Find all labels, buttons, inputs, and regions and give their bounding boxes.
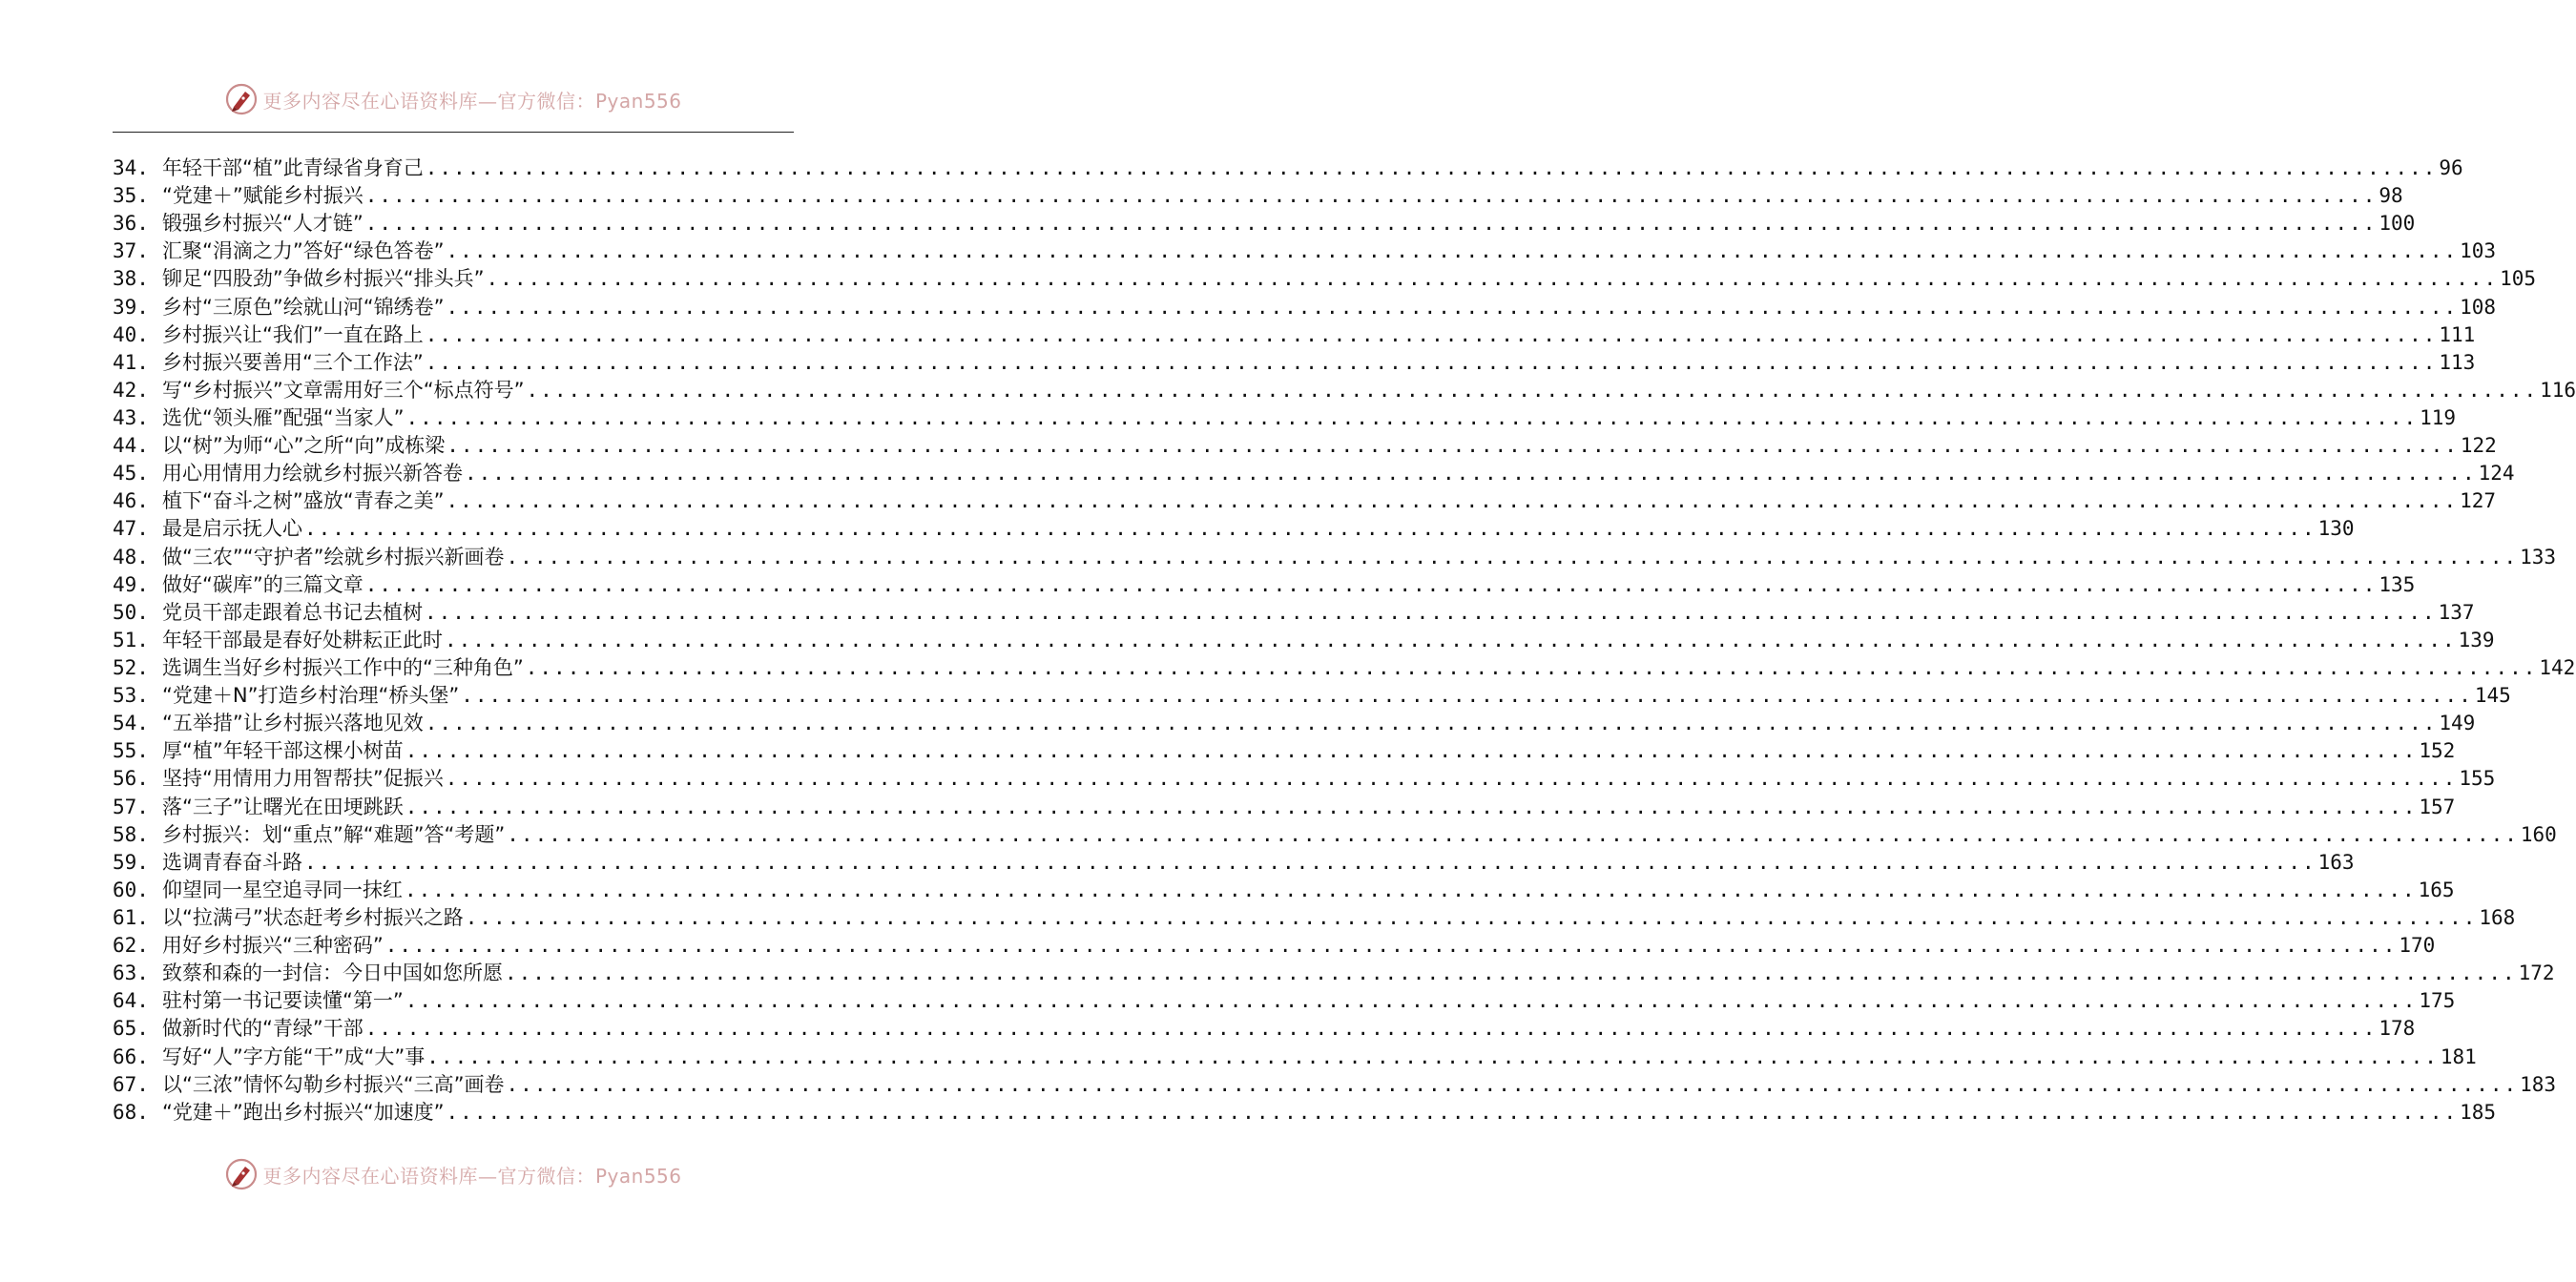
toc-entry-title: 用好乡村振兴“三种密码” <box>162 934 384 958</box>
toc-entry[interactable] <box>113 1015 2416 1043</box>
toc-entry-number: 47. <box>113 517 149 541</box>
toc-entry-page: 157 <box>2419 795 2456 818</box>
toc-dot-leader <box>507 1071 2519 1099</box>
toc-entry[interactable] <box>113 155 2463 182</box>
toc-dot-leader <box>447 238 2459 265</box>
toc-entry-page: 155 <box>2459 767 2496 791</box>
toc-entry[interactable] <box>113 960 2555 987</box>
toc-entry-page: 183 <box>2520 1072 2557 1096</box>
toc-entry-number: 39. <box>113 295 149 319</box>
toc-dot-leader <box>487 265 2499 293</box>
toc-entry[interactable] <box>113 794 2456 821</box>
toc-entry-title: 选优“领头雁”配强“当家人” <box>162 406 405 430</box>
toc-entry-number: 43. <box>113 406 149 430</box>
toc-entry-page: 105 <box>2500 267 2537 291</box>
toc-dot-leader <box>426 1044 2439 1071</box>
toc-entry-page: 119 <box>2420 406 2457 430</box>
toc-entry-number: 46. <box>113 489 149 513</box>
toc-entry-number: 56. <box>113 767 149 791</box>
toc-dot-leader <box>425 599 2437 627</box>
toc-entry[interactable] <box>113 238 2497 265</box>
footer-watermark <box>0 1155 906 1193</box>
toc-entry-page: 108 <box>2460 295 2497 319</box>
toc-entry-page: 152 <box>2419 739 2456 763</box>
toc-entry-title: “五举措”让乡村振兴落地见效 <box>162 712 424 735</box>
toc-entry-title: 驻村第一书记要读懂“第一” <box>162 989 404 1013</box>
toc-entry-title: 致蔡和森的一封信：今日中国如您所愿 <box>162 962 503 985</box>
toc-entry-number: 64. <box>113 989 149 1013</box>
toc-entry-title: 以“树”为师“心”之所“向”成栋梁 <box>162 434 446 458</box>
toc-entry-number: 61. <box>113 906 149 929</box>
toc-entry-page: 111 <box>2439 322 2476 346</box>
toc-dot-leader <box>405 877 2417 904</box>
toc-entry-title: 乡村振兴：划“重点”解“难题”答“考题” <box>162 822 506 846</box>
toc-entry-title: 铆足“四股劲”争做乡村振兴“排头兵” <box>162 267 485 291</box>
toc-dot-leader <box>507 821 2519 849</box>
toc-entry-title: 党员干部走跟着总书记去植树 <box>162 600 423 624</box>
toc-dot-leader <box>406 404 2419 432</box>
toc-entry-title: 做“三农”“守护者”绘就乡村振兴新画卷 <box>162 545 505 569</box>
toc-dot-leader <box>447 1099 2459 1127</box>
toc-dot-leader <box>405 987 2418 1015</box>
toc-entry-page: 168 <box>2479 906 2516 929</box>
toc-entry-title: “党建＋”跑出乡村振兴“加速度” <box>162 1100 445 1124</box>
toc-entry-number: 60. <box>113 878 149 901</box>
toc-entry-page: 165 <box>2418 878 2455 901</box>
toc-entry[interactable] <box>113 987 2456 1015</box>
toc-entry-number: 59. <box>113 850 149 874</box>
toc-entry-title: “党建＋N”打造乡村治理“桥头堡” <box>162 684 460 708</box>
toc-entry-page: 103 <box>2460 239 2497 263</box>
toc-dot-leader <box>465 460 2477 487</box>
toc-entry-number: 58. <box>113 822 149 846</box>
toc-dot-leader <box>507 544 2519 571</box>
toc-entry-page: 100 <box>2379 212 2416 236</box>
toc-entry-number: 55. <box>113 739 149 763</box>
toc-entry[interactable] <box>113 904 2516 932</box>
toc-dot-leader <box>304 515 2316 543</box>
toc-entry-number: 38. <box>113 267 149 291</box>
toc-entry[interactable] <box>113 1071 2557 1099</box>
toc-entry-title: 写“乡村振兴”文章需用好三个“标点符号” <box>162 378 525 402</box>
toc-entry-title: 选调青春奋斗路 <box>162 850 302 874</box>
toc-entry-title: 厚“植”年轻干部这棵小树苗 <box>162 739 404 763</box>
toc-entry-title: 选调生当好乡村振兴工作中的“三种角色” <box>162 656 524 680</box>
toc-entry-page: 142 <box>2539 656 2576 680</box>
toc-dot-leader <box>365 571 2378 599</box>
toc-entry-page: 178 <box>2379 1017 2416 1041</box>
toc-entry[interactable] <box>113 821 2557 849</box>
toc-entry[interactable] <box>113 460 2515 487</box>
toc-entry[interactable] <box>113 544 2557 571</box>
toc-entry[interactable] <box>113 849 2355 877</box>
pen-nib-logo-icon <box>224 82 259 116</box>
header-watermark <box>0 80 906 118</box>
toc-entry-number: 67. <box>113 1072 149 1096</box>
toc-entry-title: 乡村振兴让“我们”一直在路上 <box>162 322 424 346</box>
toc-entry[interactable] <box>113 349 2476 377</box>
toc-entry-number: 49. <box>113 572 149 596</box>
toc-entry[interactable] <box>113 377 2576 404</box>
toc-entry-page: 175 <box>2419 989 2456 1013</box>
toc-entry-number: 40. <box>113 322 149 346</box>
toc-entry-number: 66. <box>113 1044 149 1068</box>
toc-entry-page: 122 <box>2460 434 2497 458</box>
toc-dot-leader <box>466 904 2478 932</box>
toc-entry-title: 做新时代的“青绿”干部 <box>162 1017 364 1041</box>
toc-entry-page: 130 <box>2317 517 2355 541</box>
toc-entry-title: “党建＋”赋能乡村振兴 <box>162 184 364 208</box>
toc-dot-leader <box>461 682 2473 710</box>
toc-entry[interactable] <box>113 321 2476 349</box>
toc-entry-page: 149 <box>2439 712 2476 735</box>
toc-dot-leader <box>426 349 2438 377</box>
toc-entry[interactable] <box>113 1099 2497 1127</box>
toc-entry-title: 写好“人”字方能“干”成“大”事 <box>162 1044 426 1068</box>
toc-entry-page: 185 <box>2460 1100 2497 1124</box>
toc-dot-leader <box>505 960 2517 987</box>
toc-dot-leader <box>405 794 2418 821</box>
toc-entry-number: 63. <box>113 962 149 985</box>
header-divider <box>113 132 794 133</box>
toc-entry-title: 以“拉满弓”状态赶考乡村振兴之路 <box>162 906 464 929</box>
toc-entry[interactable] <box>113 265 2537 293</box>
toc-entry-page: 163 <box>2317 850 2355 874</box>
toc-entry-number: 42. <box>113 378 149 402</box>
toc-entry-number: 44. <box>113 434 149 458</box>
toc-entry-page: 135 <box>2379 572 2416 596</box>
toc-dot-leader <box>426 155 2438 182</box>
toc-entry[interactable] <box>113 294 2497 321</box>
toc-entry[interactable] <box>113 571 2416 599</box>
toc-dot-leader <box>447 294 2459 321</box>
toc-dot-leader <box>365 210 2378 238</box>
toc-entry-title: 乡村振兴要善用“三个工作法” <box>162 350 424 374</box>
toc-dot-leader <box>526 654 2538 682</box>
toc-entry-number: 54. <box>113 712 149 735</box>
toc-entry-number: 34. <box>113 156 149 180</box>
toc-entry-title: 坚持“用情用力用智帮扶”促振兴 <box>162 767 444 791</box>
toc-dot-leader <box>447 487 2459 515</box>
toc-entry[interactable] <box>113 1044 2477 1071</box>
toc-entry-title: 落“三子”让曙光在田埂跳跃 <box>162 795 404 818</box>
toc-entry[interactable] <box>113 599 2475 627</box>
toc-entry-title: 年轻干部“植”此青绿省身育己 <box>162 156 424 180</box>
toc-dot-leader <box>385 932 2398 960</box>
toc-entry-page: 127 <box>2460 489 2497 513</box>
toc-entry-title: 以“三浓”情怀勾勒乡村振兴“三高”画卷 <box>162 1072 505 1096</box>
toc-entry-page: 96 <box>2439 156 2463 180</box>
toc-entry-page: 133 <box>2520 545 2557 569</box>
toc-dot-leader <box>445 627 2457 654</box>
toc-dot-leader <box>446 765 2458 793</box>
toc-entry[interactable] <box>113 627 2495 654</box>
toc-entry-page: 124 <box>2478 462 2515 486</box>
toc-entry[interactable] <box>113 682 2511 710</box>
toc-entry-number: 36. <box>113 212 149 236</box>
toc-entry-title: 植下“奋斗之树”盛放“青春之美” <box>162 489 445 513</box>
toc-dot-leader <box>426 321 2438 349</box>
toc-entry-number: 50. <box>113 600 149 624</box>
toc-entry-page: 160 <box>2520 822 2557 846</box>
toc-dot-leader <box>447 432 2459 460</box>
toc-entry-page: 113 <box>2439 350 2476 374</box>
toc-entry-page: 139 <box>2458 628 2495 651</box>
toc-entry[interactable] <box>113 210 2416 238</box>
toc-entry-number: 45. <box>113 462 149 486</box>
toc-entry-number: 53. <box>113 684 149 708</box>
toc-entry[interactable] <box>113 877 2455 904</box>
toc-entry[interactable] <box>113 404 2457 432</box>
toc-entry-title: 用心用情用力绘就乡村振兴新答卷 <box>162 462 463 486</box>
toc-dot-leader <box>405 737 2418 765</box>
watermark-text: 更多内容尽在心语资料库—官方微信：Pyan556 <box>262 1164 682 1188</box>
toc-dot-leader <box>365 1015 2378 1043</box>
toc-entry[interactable] <box>113 932 2436 960</box>
toc-entry-number: 65. <box>113 1017 149 1041</box>
toc-dot-leader <box>365 182 2378 210</box>
toc-entry[interactable] <box>113 710 2476 737</box>
toc-entry-number: 48. <box>113 545 149 569</box>
toc-entry-number: 62. <box>113 934 149 958</box>
toc-entry-page: 181 <box>2440 1044 2477 1068</box>
toc-entry-number: 57. <box>113 795 149 818</box>
toc-entry-page: 116 <box>2540 378 2576 402</box>
toc-entry-page: 172 <box>2518 962 2555 985</box>
toc-dot-leader <box>527 377 2539 404</box>
toc-entry-page: 98 <box>2379 184 2403 208</box>
toc-entry-title: 乡村“三原色”绘就山河“锦绣卷” <box>162 295 445 319</box>
toc-entry-number: 41. <box>113 350 149 374</box>
toc-entry[interactable] <box>113 737 2456 765</box>
toc-dot-leader <box>304 849 2316 877</box>
toc-entry[interactable] <box>113 432 2497 460</box>
toc-entry-title: 锻强乡村振兴“人才链” <box>162 212 364 236</box>
toc-entry-page: 137 <box>2438 600 2475 624</box>
toc-entry-number: 52. <box>113 656 149 680</box>
toc-entry[interactable] <box>113 182 2403 210</box>
watermark-text: 更多内容尽在心语资料库—官方微信：Pyan556 <box>262 89 682 113</box>
toc-entry-page: 145 <box>2474 684 2511 708</box>
toc-entry[interactable] <box>113 654 2576 682</box>
toc-entry-title: 做好“碳库”的三篇文章 <box>162 572 364 596</box>
toc-dot-leader <box>426 710 2438 737</box>
toc-entry-title: 汇聚“涓滴之力”答好“绿色答卷” <box>162 239 445 263</box>
table-of-contents <box>113 155 2576 1127</box>
toc-entry-number: 51. <box>113 628 149 651</box>
toc-entry-title: 年轻干部最是春好处耕耘正此时 <box>162 628 443 651</box>
toc-entry[interactable] <box>113 487 2497 515</box>
toc-entry-number: 35. <box>113 184 149 208</box>
toc-entry-page: 170 <box>2399 934 2436 958</box>
pen-nib-logo-icon <box>224 1157 259 1191</box>
toc-entry-number: 37. <box>113 239 149 263</box>
toc-entry-title: 最是启示抚人心 <box>162 517 302 541</box>
toc-entry[interactable] <box>113 765 2496 793</box>
toc-entry-title: 仰望同一星空追寻同一抹红 <box>162 878 403 901</box>
toc-entry[interactable] <box>113 515 2355 543</box>
toc-entry-number: 68. <box>113 1100 149 1124</box>
